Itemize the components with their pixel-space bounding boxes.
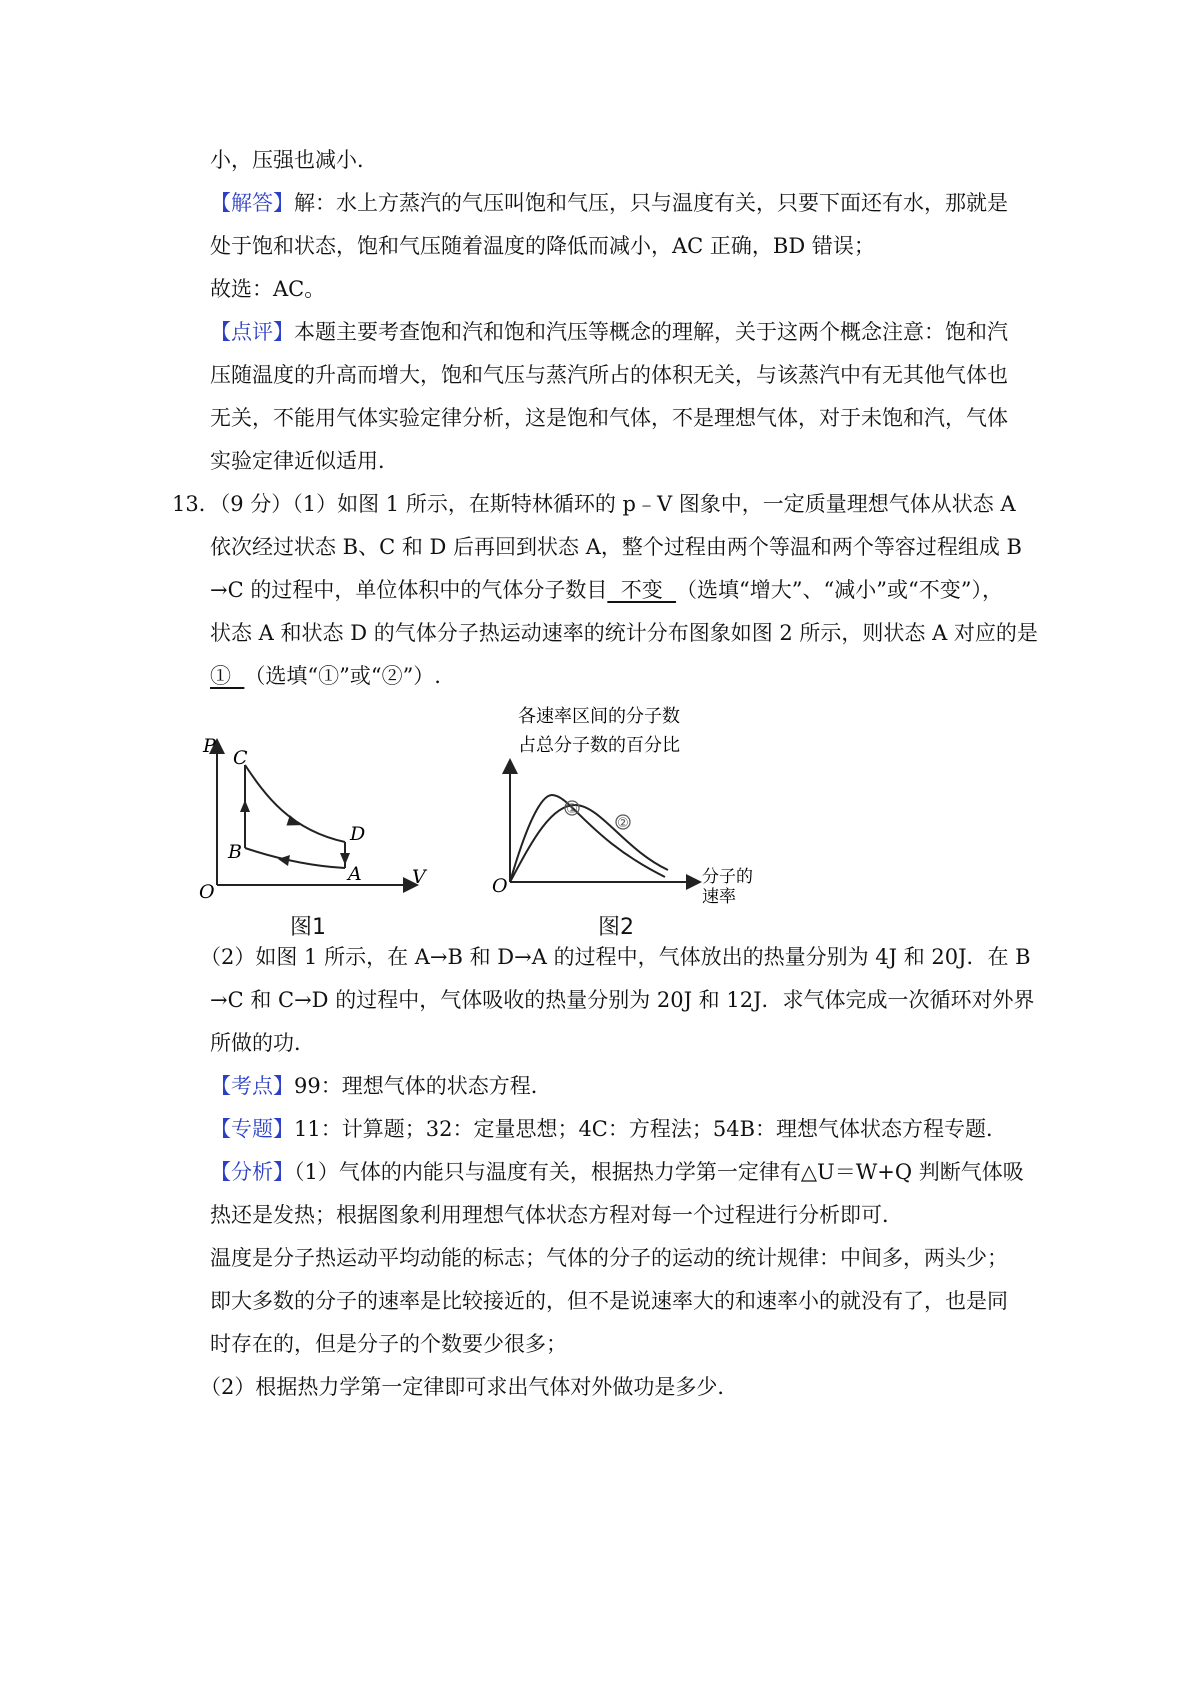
v-axis-label: V: [412, 866, 426, 888]
y-axis-label-line2: 占总分子数的百分比: [518, 735, 680, 756]
section-tag-answer: 【解答】: [210, 191, 294, 215]
text-line: （2）根据热力学第一定律即可求出气体对外做功是多少．: [200, 1375, 739, 1399]
text-line: 处于饱和状态，饱和气压随着温度的降低而减小，AC 正确，BD 错误；: [210, 234, 875, 258]
x-axis-label-line2: 速率: [702, 887, 736, 907]
text: 解：水上方蒸汽的气压叫饱和气压，只与温度有关，只要下面还有水，那就是: [294, 191, 1008, 215]
x-axis-label-line1: 分子的: [702, 867, 753, 887]
text-line: 故选：AC。: [210, 277, 326, 301]
origin-label: O: [492, 875, 508, 897]
question-13-line: 13．（9 分）（1）如图 1 所示，在斯特林循环的 p﹣V 图象中，一定质量理想气体从状态 A: [172, 492, 1016, 516]
origin-label: O: [199, 881, 215, 903]
figure-2-speed-distribution: [490, 700, 770, 910]
text: 本题主要考查饱和汽和饱和汽压等概念的理解，关于这两个概念注意：饱和汽: [294, 320, 1008, 344]
comment-line: [210, 317, 1008, 347]
zhuanti-line: [210, 1114, 1007, 1144]
arrow-a-b: [278, 855, 290, 866]
state-d-label: D: [350, 823, 366, 845]
text-line: 压随温度的升高而增大，饱和气压与蒸汽所占的体积无关，与该蒸汽中有无其他气体也: [210, 363, 1008, 387]
state-c-label: C: [233, 747, 248, 769]
p-axis-label: P: [203, 735, 216, 757]
text: （选填“增大”、“减小”或“不变”），: [676, 578, 1003, 602]
text-line: →C 和 C→D 的过程中，气体吸收的热量分别为 20J 和 12J．求气体完成一次循环对外界: [210, 988, 1035, 1012]
text: 11：计算题；32：定量思想；4C：方程法；54B：理想气体状态方程专题．: [294, 1117, 1008, 1141]
text-line: 实验定律近似适用．: [210, 449, 399, 473]
answer-blank: 不变: [607, 578, 677, 602]
text: →C 的过程中，单位体积中的气体分子数目: [210, 578, 608, 602]
y-axis-label-line1: 各速率区间的分子数: [518, 706, 680, 727]
text-line: 依次经过状态 B、C 和 D 后再回到状态 A，整个过程由两个等温和两个等容过程组成 B: [210, 535, 1022, 559]
answer-blank: ①: [210, 664, 245, 688]
text-line: 状态 A 和状态 D 的气体分子热运动速率的统计分布图象如图 2 所示，则状态 A 对应的是: [210, 621, 1038, 645]
figure-1-caption: 图1: [290, 915, 326, 940]
text-line: 所做的功．: [210, 1031, 315, 1055]
arrow-b-c: [240, 800, 250, 812]
state-a-label: A: [348, 863, 362, 885]
section-tag-zhuanti: 【专题】: [210, 1117, 294, 1141]
text-line: 热还是发热；根据图象利用理想气体状态方程对每一个过程进行分析即可．: [210, 1203, 903, 1227]
text-line: 时存在的，但是分子的个数要少很多；: [210, 1332, 567, 1356]
curve-2-label: ②: [617, 816, 629, 831]
text-line: 温度是分子热运动平均动能的标志；气体的分子的运动的统计规律：中间多，两头少；: [210, 1246, 1008, 1270]
text-line: [210, 661, 441, 691]
figure-1-pv-diagram: [190, 720, 440, 910]
process-a-b: [245, 848, 345, 868]
text: （选填“①”或“②”）.: [244, 664, 441, 688]
figure-2-caption: 图2: [598, 915, 634, 940]
section-tag-kaodian: 【考点】: [210, 1074, 294, 1098]
text-line: 小，压强也减小．: [210, 148, 378, 172]
kaodian-line: [210, 1071, 552, 1101]
text-line: 即大多数的分子的速率是比较接近的，但不是说速率大的和速率小的就没有了，也是同: [210, 1289, 1008, 1313]
section-tag-fenxi: 【分析】: [210, 1160, 294, 1184]
section-tag-comment: 【点评】: [210, 320, 294, 344]
text: （1）气体的内能只与温度有关，根据热力学第一定律有△U＝W+Q 判断气体吸: [294, 1160, 1024, 1184]
state-b-label: B: [228, 841, 242, 863]
text-line: 无关，不能用气体实验定律分析，这是饱和气体，不是理想气体，对于未饱和汽，气体: [210, 406, 1008, 430]
text-line: （2）如图 1 所示，在 A→B 和 D→A 的过程中，气体放出的热量分别为 4J 和 20J．在 B: [200, 945, 1031, 969]
curve-1-label: ①: [566, 802, 578, 817]
text: 99：理想气体的状态方程．: [294, 1074, 552, 1098]
answer-line: [210, 188, 1008, 218]
process-c-d: [245, 765, 345, 842]
fenxi-line: [210, 1157, 1024, 1187]
text-line: [210, 575, 1003, 605]
